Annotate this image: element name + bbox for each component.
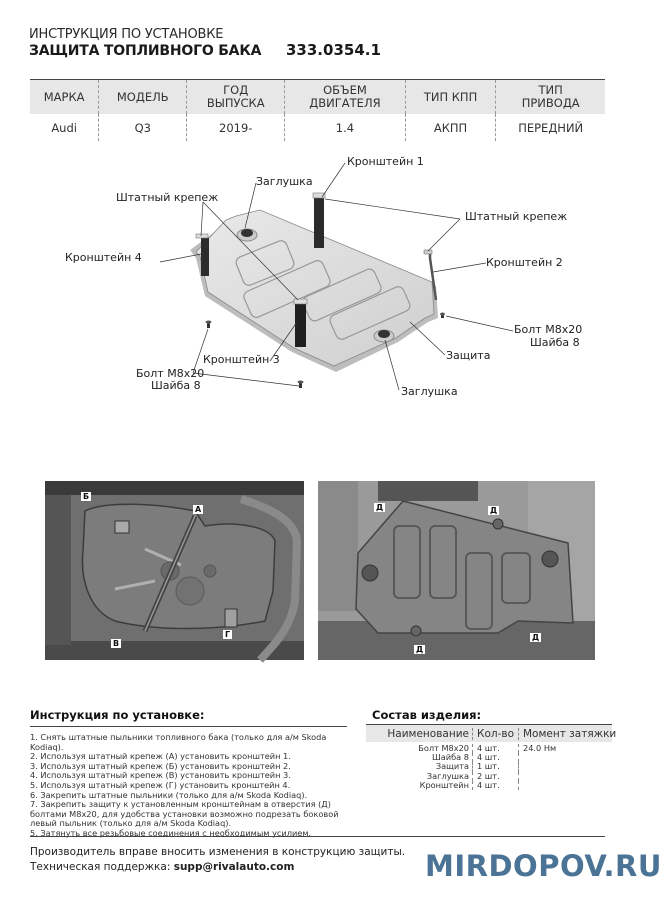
cell-torque (518, 762, 612, 771)
label-bolt-right: Болт М8х20 (514, 323, 583, 336)
cell-name: Шайба 8 (432, 752, 469, 763)
cell-torque (518, 772, 612, 781)
instruction-step: 2. Используя штатный крепеж (А) установить кронштейн 1. (30, 751, 291, 762)
cell-engine: 1.4 (285, 114, 406, 141)
instruction-step: 6. Закрепить штатные пыльники (только для а/м Skoda Kodiaq). (30, 789, 308, 800)
cell-qty: 4 шт. (472, 781, 518, 790)
divider (30, 836, 605, 837)
exploded-assembly-diagram (0, 150, 636, 400)
marker-b: Б (83, 492, 90, 501)
instructions-title: Инструкция по установке: (30, 708, 205, 722)
cell-model: Q3 (99, 114, 187, 141)
instructions-list (30, 733, 350, 839)
instruction-step: 5. Затянуть все резьбовые соединения с необходимым усилием. (30, 827, 312, 838)
cell-name: Болт М8х20 (418, 743, 469, 753)
cell-torque (518, 781, 612, 790)
composition-title: Состав изделия: (372, 708, 482, 722)
marker-d: Д (490, 506, 498, 515)
label-guard: Защита (446, 349, 491, 362)
change-notice: Производитель вправе вносить изменения в конструкцию защиты. (30, 846, 406, 858)
marker-d: Д (532, 633, 540, 642)
label-bracket-1: Кронштейн 1 (347, 155, 424, 168)
label-bracket-4: Кронштейн 4 (65, 251, 142, 264)
label-washer-right: Шайба 8 (530, 336, 580, 349)
cell-qty: 2 шт. (472, 772, 518, 781)
installation-photo-guard (318, 481, 595, 660)
document-title: ЗАЩИТА ТОПЛИВНОГО БАКА (29, 43, 262, 59)
table-row (30, 114, 605, 141)
support-email-link[interactable]: supp@rivalauto.com (173, 861, 295, 873)
label-bracket-2: Кронштейн 2 (486, 256, 563, 269)
cell-year: 2019- (187, 114, 285, 141)
watermark: MIRDOPOV.RU (425, 849, 662, 883)
col-header-gearbox: ТИП КПП (405, 80, 496, 114)
composition-header (366, 724, 617, 742)
article-number: 333.0354.1 (286, 41, 381, 59)
cell-qty: 4 шт. (472, 753, 518, 762)
cell-qty: 1 шт. (472, 762, 518, 771)
cell-name: Заглушка (426, 770, 469, 781)
col-header-engine: ОБЪЕМ ДВИГАТЕЛЯ (285, 80, 406, 114)
instruction-step: 1. Снять штатные пыльники топливного бака (только для а/м Skoda Kodiaq). (30, 732, 329, 752)
table-row (366, 781, 612, 804)
bracket-1 (313, 193, 325, 248)
composition-table (366, 724, 617, 804)
label-bracket-3: Кронштейн 3 (203, 353, 280, 366)
col-header-torque: Момент затяжки (518, 728, 612, 740)
cell-name: Кронштейн (419, 779, 469, 790)
label-bolt-left: Болт М8х20 (136, 367, 205, 380)
cell-make: Audi (51, 120, 77, 135)
support-line (30, 861, 294, 873)
col-header-drive: ТИП ПРИВОДА (496, 80, 605, 114)
marker-g: Г (225, 630, 231, 639)
col-header-year: ГОД ВЫПУСКА (187, 80, 285, 114)
col-header-qty: Кол-во (472, 728, 518, 740)
cell-name: Защита (435, 761, 469, 772)
support-label: Техническая поддержка: (30, 861, 174, 873)
marker-v: В (113, 639, 120, 648)
installation-photo-brackets (45, 481, 304, 660)
col-header-name: Наименование (387, 727, 469, 740)
label-washer-left: Шайба 8 (151, 379, 201, 392)
vehicle-spec-table (30, 79, 605, 141)
marker-d: Д (416, 645, 424, 654)
instruction-step: 5. Используя штатный крепеж (Г) установить кронштейн 4. (30, 779, 291, 790)
instruction-step: 7. Закрепить защиту к установленным кронштейнам в отверстия (Д) болтами М8х20, для удобства установки возможно подрезать боковой левый пыльник (только для а/м Skoda Kodiaq). (30, 799, 342, 829)
label-plug-bottom: Заглушка (401, 385, 458, 398)
document-subtitle: ИНСТРУКЦИЯ ПО УСТАНОВКЕ (29, 27, 224, 42)
cell-torque: 24.0 Нм (518, 744, 612, 753)
instruction-step: 3. Используя штатный крепеж (Б) установить кронштейн 2. (30, 760, 291, 771)
instruction-step: 4. Используя штатный крепеж (В) установить кронштейн 3. (30, 770, 291, 781)
label-stock-fastener-right: Штатный крепеж (465, 210, 568, 223)
col-header-model: МОДЕЛЬ (99, 80, 187, 114)
label-plug-top: Заглушка (256, 175, 313, 188)
cell-drive: ПЕРЕДНИЙ (496, 114, 605, 141)
cell-torque (518, 753, 612, 762)
cell-gearbox: АКПП (405, 114, 496, 141)
col-header-make: МАРКА (30, 80, 99, 114)
label-stock-fastener-left: Штатный крепеж (116, 191, 219, 204)
cell-qty: 4 шт. (472, 744, 518, 753)
divider (30, 726, 347, 727)
marker-d: Д (376, 503, 384, 512)
marker-a: А (195, 505, 202, 514)
